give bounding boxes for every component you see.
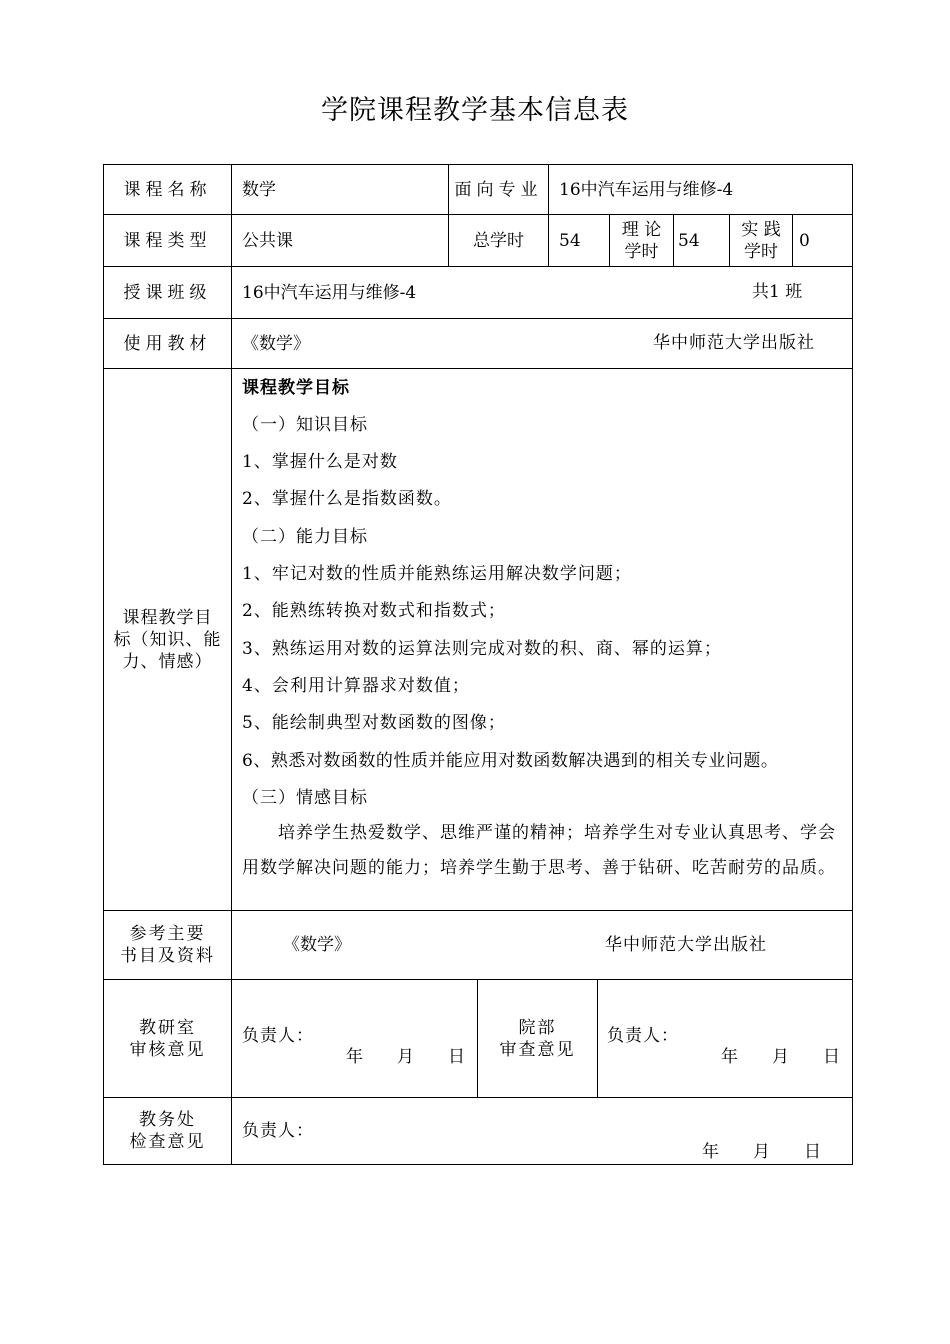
ability-item: 5、能绘制典型对数函数的图像；: [242, 713, 506, 733]
office-review-label: [104, 980, 231, 1097]
academic-person: 负责人：: [242, 1121, 314, 1141]
goals-label-line2: 标（知识、能: [113, 629, 222, 650]
practice-hours-label: [730, 215, 792, 266]
course-type-label: 课程类型: [123, 230, 212, 251]
knowledge-item: 2、掌握什么是指数函数。: [242, 489, 452, 509]
emotion-text: 培养学生热爱数学、思维严谨的精神；培养学生对专业认真思考、学会用数学解决问题的能力；培养学生勤于思考、善于钻研、吃苦耐劳的品质。: [242, 823, 836, 878]
academic-label-line1: 教务处: [139, 1110, 196, 1130]
office-date: 年 月 日: [346, 1047, 465, 1067]
practice-hours-value: 0: [799, 230, 810, 251]
dept-label-line2: 审查意见: [499, 1039, 576, 1060]
course-name-label: 课程名称: [123, 179, 212, 200]
class-label: 授课班级: [123, 282, 212, 303]
practice-label-line1: 实 践: [741, 219, 781, 240]
ability-title: （二）能力目标: [242, 527, 368, 547]
practice-label-line2: 学时: [744, 241, 778, 262]
dept-label-line1: 院部: [518, 1017, 557, 1038]
academic-date: 年 月 日: [702, 1142, 821, 1162]
references-label: [104, 911, 231, 979]
emotion-title: （三）情感目标: [242, 788, 368, 808]
dept-date: 年 月 日: [721, 1047, 840, 1067]
theory-label-line2: 学时: [624, 241, 659, 262]
course-type-value: 公共课: [242, 230, 293, 251]
goals-label-line1: 课程教学目: [122, 607, 213, 628]
theory-hours-value: 54: [678, 230, 700, 251]
total-hours-label: 总学时: [473, 230, 524, 251]
office-person: 负责人：: [242, 1026, 314, 1046]
major-label: 面向专业: [454, 179, 543, 200]
table-border-right: [852, 164, 853, 1165]
table-border-bottom: [103, 1164, 853, 1165]
textbook-label: 使用教材: [123, 333, 212, 354]
academic-label: [104, 1098, 231, 1164]
ability-item: 6、熟悉对数函数的性质并能应用对数函数解决遇到的相关专业问题。: [242, 751, 779, 771]
ability-item: 1、牢记对数的性质并能熟练运用解决数学问题；: [242, 564, 632, 584]
theory-hours-label: [610, 215, 673, 266]
ability-item: 2、能熟练转换对数式和指数式；: [242, 601, 506, 621]
textbook-publisher: 华中师范大学出版社: [653, 333, 815, 353]
academic-label-line2: 检查意见: [129, 1132, 206, 1152]
dept-review-label: [478, 980, 597, 1097]
office-label-line1: 教研室: [139, 1017, 196, 1038]
knowledge-item: 1、掌握什么是对数: [242, 452, 398, 472]
major-value: 16中汽车运用与维修-4: [559, 179, 734, 200]
textbook-value: 《数学》: [242, 333, 310, 354]
goals-label: [104, 369, 231, 910]
ability-item: 3、熟练运用对数的运算法则完成对数的积、商、幂的运算；: [242, 639, 722, 659]
ability-item: 4、会利用计算器求对数值；: [242, 676, 470, 696]
table-rule: [597, 979, 598, 1097]
total-hours-value: 54: [559, 230, 581, 251]
class-count: 共1 班: [752, 282, 803, 302]
knowledge-title: （一）知识目标: [242, 415, 368, 435]
references-publisher: 华中师范大学出版社: [605, 935, 767, 955]
theory-label-line1: 理 论: [621, 219, 662, 240]
dept-person: 负责人：: [607, 1026, 679, 1046]
references-value: 《数学》: [283, 935, 351, 955]
office-label-line2: 审核意见: [129, 1039, 206, 1060]
page-title: 学院课程教学基本信息表: [321, 95, 629, 126]
goals-label-line3: 力、情感）: [122, 651, 213, 672]
goals-heading: 课程教学目标: [242, 378, 350, 398]
course-name-value: 数学: [242, 179, 276, 200]
references-label-line2: 书目及资料: [120, 946, 215, 966]
class-value: 16中汽车运用与维修-4: [242, 282, 417, 303]
references-label-line1: 参考主要: [129, 924, 206, 944]
